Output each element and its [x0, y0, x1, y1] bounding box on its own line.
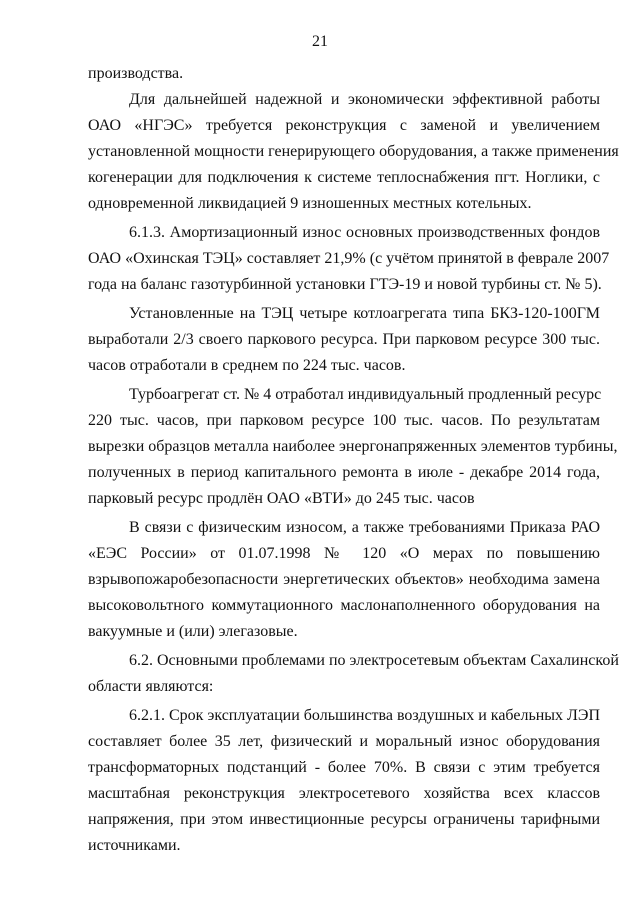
text-line: источниками.	[88, 837, 181, 854]
text-line: Для дальнейшей надежной и экономически эффективной работы	[129, 91, 600, 108]
text-line: Установленные на ТЭЦ четыре котлоагрегата типа БКЗ-120-100ГМ	[129, 305, 600, 322]
text-line: вырезки образцов металла наиболее энергонапряженных элементов турбины,	[88, 438, 618, 455]
text-line: парковый ресурс продлён ОАО «ВТИ» до 245 тыс. часов	[88, 490, 475, 507]
text-line: составляет более 35 лет, физический и моральный износ оборудования	[88, 733, 600, 750]
text-line: 220 тыс. часов, при парковом ресурсе 100 тыс. часов. По результатам	[88, 412, 600, 429]
text-line: полученных в период капитального ремонта в июле - декабре 2014 года,	[88, 464, 600, 481]
text-line: ОАО «НГЭС» требуется реконструкция с заменой и увеличением	[88, 117, 600, 134]
text-line: трансформаторных подстанций - более 70%. В связи с этим требуется	[88, 759, 600, 776]
text-line: напряжения, при этом инвестиционные ресурсы ограничены тарифными	[88, 811, 600, 828]
text-line: выработали 2/3 своего паркового ресурса. При парковом ресурсе 300 тыс.	[88, 331, 600, 348]
text-line: Турбоагрегат ст. № 4 отработал индивидуальный продленный ресурс	[129, 386, 602, 403]
text-line: области являются:	[88, 678, 214, 695]
text-line: 6.1.3. Амортизационный износ основных производственных фондов	[129, 224, 600, 241]
text-line: часов отработали в среднем по 224 тыс. часов.	[88, 357, 406, 374]
text-line: вакуумные и (или) элегазовые.	[88, 623, 298, 640]
text-line: одновременной ликвидацией 9 изношенных местных котельных.	[88, 195, 532, 212]
text-line: масштабная реконструкция электросетевого хозяйства всех классов	[88, 785, 600, 802]
text-line: установленной мощности генерирующего оборудования, а также применения	[88, 143, 619, 160]
text-line: взрывопожаробезопасности энергетических объектов» необходима замена	[88, 571, 600, 588]
text-line: 6.2. Основными проблемами по электросетевым объектам Сахалинской	[129, 652, 619, 669]
text-line: когенерации для подключения к системе теплоснабжения пгт. Ноглики, с	[88, 169, 600, 186]
text-line: производства.	[88, 65, 184, 82]
text-line: В связи с физическим износом, а также требованиями Приказа РАО	[129, 519, 600, 536]
text-line: ОАО «Охинская ТЭЦ» составляет 21,9% (с учётом принятой в феврале 2007	[88, 250, 610, 267]
text-line: высоковольтного коммутационного маслонаполненного оборудования на	[88, 597, 600, 614]
text-line: 6.2.1. Срок эксплуатации большинства воздушных и кабельных ЛЭП	[129, 707, 601, 724]
page-number: 21	[312, 33, 328, 50]
text-line: года на баланс газотурбинной установки ГТЭ-19 и новой турбины ст. № 5).	[88, 276, 602, 293]
text-line: «ЕЭС России» от 01.07.1998 № 120 «О мерах по повышению	[88, 545, 600, 562]
